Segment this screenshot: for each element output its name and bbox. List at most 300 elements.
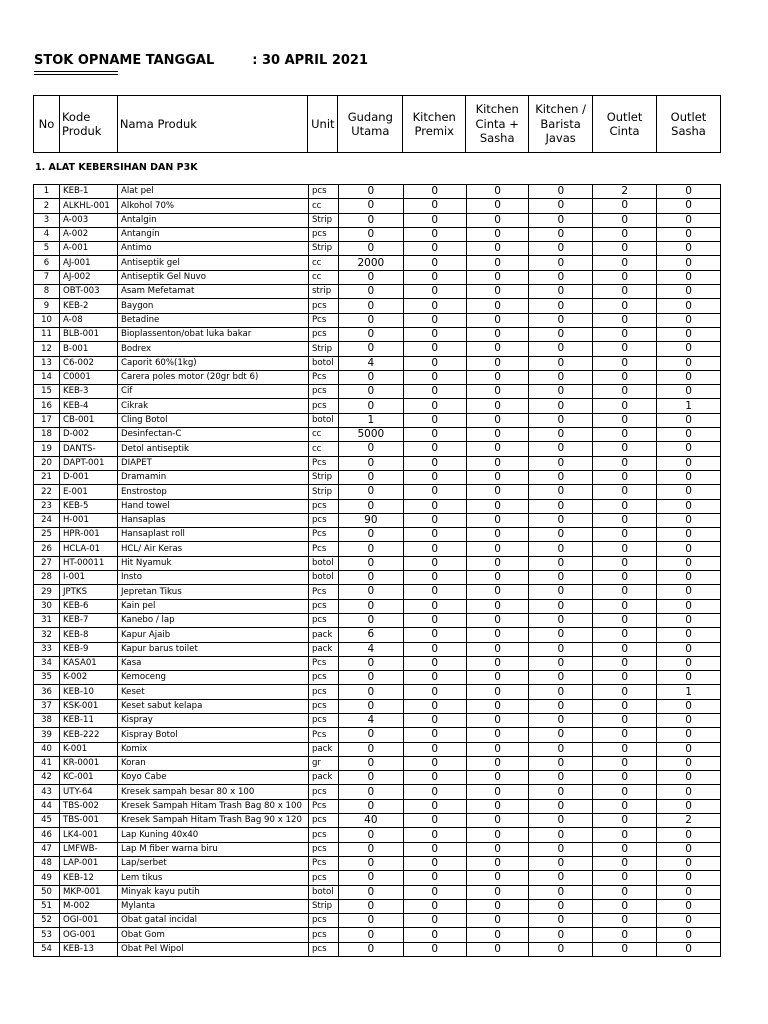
- row-no: 30: [34, 599, 60, 613]
- header-kode: Kode Produk: [59, 96, 117, 153]
- row-outlet-sasha: 0: [657, 771, 721, 785]
- row-kitchen-premix: 0: [403, 928, 466, 942]
- row-gudang-utama: 0: [338, 599, 403, 613]
- row-gudang-utama: 0: [338, 227, 403, 241]
- row-nama: Antangin: [117, 227, 308, 241]
- row-unit: cc: [308, 270, 338, 284]
- row-kitchen-cinta-sasha: 0: [466, 571, 529, 585]
- row-outlet-sasha: 0: [657, 828, 721, 842]
- row-outlet-sasha: 0: [657, 513, 721, 527]
- row-kitchen-barista-javas: 0: [529, 599, 593, 613]
- row-kitchen-premix: 0: [403, 542, 466, 556]
- row-no: 3: [34, 213, 60, 227]
- row-unit: Strip: [308, 342, 338, 356]
- row-unit: Pcs: [308, 370, 338, 384]
- row-kitchen-cinta-sasha: 0: [466, 713, 529, 727]
- row-kode: LK4-001: [59, 828, 117, 842]
- row-kitchen-barista-javas: 0: [529, 585, 593, 599]
- row-outlet-sasha: 0: [657, 342, 721, 356]
- row-no: 51: [34, 899, 60, 913]
- row-kitchen-premix: 0: [403, 470, 466, 484]
- table-row: [34, 485, 721, 499]
- row-kitchen-barista-javas: 0: [529, 571, 593, 585]
- row-kitchen-cinta-sasha: 0: [466, 513, 529, 527]
- row-kitchen-barista-javas: 0: [529, 785, 593, 799]
- row-kitchen-barista-javas: 0: [529, 671, 593, 685]
- row-gudang-utama: 0: [338, 671, 403, 685]
- row-no: 39: [34, 728, 60, 742]
- row-kitchen-cinta-sasha: 0: [466, 385, 529, 399]
- table-row: [34, 227, 721, 241]
- header-no: No: [34, 96, 60, 153]
- table-row: [34, 585, 721, 599]
- row-outlet-cinta: 0: [593, 571, 657, 585]
- row-unit: Strip: [308, 470, 338, 484]
- row-no: 34: [34, 656, 60, 670]
- row-outlet-cinta: 0: [593, 285, 657, 299]
- row-kode: H-001: [59, 513, 117, 527]
- row-nama: Desinfectan-C: [117, 428, 308, 442]
- table-row: [34, 385, 721, 399]
- row-outlet-cinta: 0: [593, 242, 657, 256]
- row-kitchen-barista-javas: 0: [529, 742, 593, 756]
- row-unit: pcs: [308, 499, 338, 513]
- row-unit: pcs: [308, 871, 338, 885]
- table-row: [34, 442, 721, 456]
- row-outlet-sasha: 0: [657, 413, 721, 427]
- row-gudang-utama: 0: [338, 785, 403, 799]
- row-kitchen-premix: 0: [403, 256, 466, 270]
- row-kode: KEB-1: [59, 185, 117, 199]
- row-kitchen-barista-javas: 0: [529, 442, 593, 456]
- row-kitchen-cinta-sasha: 0: [466, 428, 529, 442]
- row-outlet-cinta: 0: [593, 856, 657, 870]
- table-row: [34, 914, 721, 928]
- table-row: [34, 814, 721, 828]
- row-kitchen-cinta-sasha: 0: [466, 899, 529, 913]
- table-row: [34, 928, 721, 942]
- row-kitchen-premix: 0: [403, 914, 466, 928]
- row-gudang-utama: 4: [338, 356, 403, 370]
- row-kitchen-cinta-sasha: 0: [466, 413, 529, 427]
- row-no: 13: [34, 356, 60, 370]
- row-kitchen-premix: 0: [403, 199, 466, 213]
- row-kitchen-barista-javas: 0: [529, 513, 593, 527]
- section-title: 1. ALAT KEBERSIHAN DAN P3K: [35, 162, 198, 173]
- table-row: [34, 571, 721, 585]
- row-nama: Kresek Sampah Hitam Trash Bag 80 x 100: [117, 799, 308, 813]
- row-outlet-sasha: 2: [657, 814, 721, 828]
- row-gudang-utama: 0: [338, 871, 403, 885]
- row-kode: KEB-12: [59, 871, 117, 885]
- row-outlet-cinta: 0: [593, 299, 657, 313]
- row-kitchen-premix: 0: [403, 899, 466, 913]
- row-kitchen-cinta-sasha: 0: [466, 485, 529, 499]
- row-nama: Obat Pel Wipol: [117, 942, 308, 956]
- row-no: 20: [34, 456, 60, 470]
- row-kitchen-premix: 0: [403, 242, 466, 256]
- table-row: [34, 285, 721, 299]
- row-kitchen-cinta-sasha: 0: [466, 499, 529, 513]
- row-no: 52: [34, 914, 60, 928]
- row-kitchen-cinta-sasha: 0: [466, 756, 529, 770]
- row-nama: Koran: [117, 756, 308, 770]
- row-kitchen-cinta-sasha: 0: [466, 656, 529, 670]
- row-nama: Komix: [117, 742, 308, 756]
- table-row: [34, 771, 721, 785]
- row-kode: KASA01: [59, 656, 117, 670]
- row-outlet-cinta: 0: [593, 885, 657, 899]
- row-kitchen-barista-javas: 0: [529, 799, 593, 813]
- row-outlet-cinta: 0: [593, 699, 657, 713]
- row-kitchen-barista-javas: 0: [529, 199, 593, 213]
- row-kitchen-cinta-sasha: 0: [466, 185, 529, 199]
- row-kitchen-cinta-sasha: 0: [466, 728, 529, 742]
- row-gudang-utama: 40: [338, 814, 403, 828]
- row-kitchen-cinta-sasha: 0: [466, 542, 529, 556]
- table-row: [34, 185, 721, 199]
- row-outlet-sasha: 0: [657, 656, 721, 670]
- table-row: [34, 599, 721, 613]
- row-kode: UTY-64: [59, 785, 117, 799]
- row-kode: KEB-11: [59, 713, 117, 727]
- row-unit: strip: [308, 285, 338, 299]
- row-outlet-cinta: 0: [593, 213, 657, 227]
- row-outlet-cinta: 0: [593, 399, 657, 413]
- row-kode: TBS-002: [59, 799, 117, 813]
- row-outlet-sasha: 0: [657, 242, 721, 256]
- row-kitchen-cinta-sasha: 0: [466, 442, 529, 456]
- row-kitchen-cinta-sasha: 0: [466, 871, 529, 885]
- row-unit: Strip: [308, 242, 338, 256]
- row-outlet-sasha: 0: [657, 642, 721, 656]
- row-unit: cc: [308, 256, 338, 270]
- row-kitchen-cinta-sasha: 0: [466, 885, 529, 899]
- row-no: 4: [34, 227, 60, 241]
- row-kitchen-premix: 0: [403, 856, 466, 870]
- table-row: [34, 428, 721, 442]
- row-outlet-cinta: 0: [593, 613, 657, 627]
- row-outlet-cinta: 0: [593, 227, 657, 241]
- row-nama: Bioplassenton/obat luka bakar: [117, 327, 308, 341]
- row-outlet-cinta: 0: [593, 428, 657, 442]
- row-kitchen-cinta-sasha: 0: [466, 370, 529, 384]
- row-outlet-cinta: 0: [593, 771, 657, 785]
- row-kitchen-barista-javas: 0: [529, 942, 593, 956]
- row-kitchen-cinta-sasha: 0: [466, 699, 529, 713]
- row-outlet-sasha: 0: [657, 842, 721, 856]
- row-kode: KC-001: [59, 771, 117, 785]
- row-kode: B-001: [59, 342, 117, 356]
- row-outlet-sasha: 0: [657, 199, 721, 213]
- title-label: STOK OPNAME TANGGAL: [34, 53, 215, 68]
- row-kitchen-cinta-sasha: 0: [466, 671, 529, 685]
- row-outlet-cinta: 0: [593, 485, 657, 499]
- row-nama: Lap/serbet: [117, 856, 308, 870]
- row-no: 49: [34, 871, 60, 885]
- row-outlet-cinta: 0: [593, 914, 657, 928]
- row-kode: A-003: [59, 213, 117, 227]
- row-kode: C6-002: [59, 356, 117, 370]
- table-row: [34, 671, 721, 685]
- table-row: [34, 299, 721, 313]
- row-outlet-sasha: 0: [657, 699, 721, 713]
- row-kitchen-cinta-sasha: 0: [466, 313, 529, 327]
- row-outlet-sasha: 0: [657, 914, 721, 928]
- row-nama: Kresek Sampah Hitam Trash Bag 90 x 120: [117, 814, 308, 828]
- row-nama: Kasa: [117, 656, 308, 670]
- row-unit: pcs: [308, 685, 338, 699]
- row-gudang-utama: 0: [338, 742, 403, 756]
- row-no: 54: [34, 942, 60, 956]
- row-nama: Detol antiseptik: [117, 442, 308, 456]
- row-outlet-sasha: 0: [657, 713, 721, 727]
- row-gudang-utama: 90: [338, 513, 403, 527]
- row-kitchen-premix: 0: [403, 270, 466, 284]
- row-no: 7: [34, 270, 60, 284]
- row-outlet-cinta: 0: [593, 385, 657, 399]
- row-outlet-cinta: 0: [593, 742, 657, 756]
- row-kitchen-premix: 0: [403, 513, 466, 527]
- row-outlet-sasha: 0: [657, 313, 721, 327]
- row-unit: gr: [308, 756, 338, 770]
- row-kitchen-barista-javas: 0: [529, 342, 593, 356]
- row-kode: OG-001: [59, 928, 117, 942]
- row-outlet-sasha: 0: [657, 628, 721, 642]
- row-kitchen-barista-javas: 0: [529, 413, 593, 427]
- row-gudang-utama: 0: [338, 914, 403, 928]
- row-outlet-sasha: 0: [657, 356, 721, 370]
- row-no: 46: [34, 828, 60, 842]
- table-row: [34, 370, 721, 384]
- row-outlet-cinta: 0: [593, 313, 657, 327]
- row-kitchen-cinta-sasha: 0: [466, 213, 529, 227]
- row-gudang-utama: 0: [338, 485, 403, 499]
- row-kitchen-premix: 0: [403, 885, 466, 899]
- row-kitchen-barista-javas: 0: [529, 828, 593, 842]
- row-kitchen-cinta-sasha: 0: [466, 585, 529, 599]
- row-gudang-utama: 0: [338, 213, 403, 227]
- row-unit: pcs: [308, 842, 338, 856]
- row-nama: Kispray Botol: [117, 728, 308, 742]
- row-nama: Kain pel: [117, 599, 308, 613]
- row-kitchen-barista-javas: 0: [529, 556, 593, 570]
- row-unit: pcs: [308, 599, 338, 613]
- row-gudang-utama: 0: [338, 828, 403, 842]
- row-outlet-cinta: 0: [593, 814, 657, 828]
- row-outlet-cinta: 0: [593, 599, 657, 613]
- row-unit: botol: [308, 885, 338, 899]
- row-outlet-sasha: 0: [657, 599, 721, 613]
- row-outlet-cinta: 0: [593, 899, 657, 913]
- row-unit: pcs: [308, 385, 338, 399]
- row-outlet-sasha: 0: [657, 942, 721, 956]
- row-no: 23: [34, 499, 60, 513]
- row-kode: HCLA-01: [59, 542, 117, 556]
- row-unit: Pcs: [308, 585, 338, 599]
- row-gudang-utama: 0: [338, 942, 403, 956]
- row-outlet-sasha: 0: [657, 785, 721, 799]
- row-kitchen-cinta-sasha: 0: [466, 742, 529, 756]
- row-kitchen-cinta-sasha: 0: [466, 914, 529, 928]
- row-outlet-cinta: 0: [593, 513, 657, 527]
- row-nama: Jepretan Tikus: [117, 585, 308, 599]
- row-unit: botol: [308, 556, 338, 570]
- row-kitchen-barista-javas: 0: [529, 285, 593, 299]
- row-kitchen-barista-javas: 0: [529, 814, 593, 828]
- row-outlet-sasha: 0: [657, 370, 721, 384]
- row-outlet-sasha: 0: [657, 299, 721, 313]
- row-no: 27: [34, 556, 60, 570]
- table-row: [34, 642, 721, 656]
- header-kitchen-premix: Kitchen Premix: [403, 96, 466, 153]
- row-kitchen-cinta-sasha: 0: [466, 613, 529, 627]
- row-kode: HPR-001: [59, 528, 117, 542]
- row-kode: JPTKS: [59, 585, 117, 599]
- row-outlet-cinta: 0: [593, 728, 657, 742]
- row-unit: pcs: [308, 327, 338, 341]
- row-kitchen-barista-javas: 0: [529, 227, 593, 241]
- row-unit: Pcs: [308, 456, 338, 470]
- row-outlet-cinta: 0: [593, 656, 657, 670]
- row-nama: DIAPET: [117, 456, 308, 470]
- row-outlet-cinta: 0: [593, 871, 657, 885]
- row-nama: Kapur barus toilet: [117, 642, 308, 656]
- table-row: [34, 728, 721, 742]
- row-kode: AJ-002: [59, 270, 117, 284]
- row-gudang-utama: 0: [338, 799, 403, 813]
- row-outlet-cinta: 0: [593, 713, 657, 727]
- row-kitchen-barista-javas: 0: [529, 385, 593, 399]
- row-outlet-sasha: 0: [657, 856, 721, 870]
- row-nama: Keset sabut kelapa: [117, 699, 308, 713]
- table-row: [34, 327, 721, 341]
- row-kode: KEB-4: [59, 399, 117, 413]
- row-kitchen-premix: 0: [403, 528, 466, 542]
- table-row: [34, 542, 721, 556]
- table-row: [34, 213, 721, 227]
- row-unit: Pcs: [308, 656, 338, 670]
- row-outlet-sasha: 0: [657, 213, 721, 227]
- row-outlet-sasha: 0: [657, 928, 721, 942]
- row-unit: pcs: [308, 227, 338, 241]
- row-gudang-utama: 0: [338, 656, 403, 670]
- table-row: [34, 799, 721, 813]
- title-block: [34, 53, 368, 68]
- row-nama: Antimo: [117, 242, 308, 256]
- row-nama: Hansaplas: [117, 513, 308, 527]
- header-outlet-sasha: Outlet Sasha: [657, 96, 721, 153]
- row-kitchen-premix: 0: [403, 814, 466, 828]
- row-gudang-utama: 0: [338, 699, 403, 713]
- row-no: 14: [34, 370, 60, 384]
- row-kitchen-cinta-sasha: 0: [466, 771, 529, 785]
- row-kitchen-barista-javas: 0: [529, 299, 593, 313]
- row-kitchen-barista-javas: 0: [529, 628, 593, 642]
- row-nama: Obat Gom: [117, 928, 308, 942]
- row-kitchen-barista-javas: 0: [529, 899, 593, 913]
- row-kitchen-cinta-sasha: 0: [466, 942, 529, 956]
- row-kitchen-premix: 0: [403, 499, 466, 513]
- row-outlet-cinta: 0: [593, 556, 657, 570]
- row-nama: Antalgin: [117, 213, 308, 227]
- table-row: [34, 828, 721, 842]
- row-kitchen-cinta-sasha: 0: [466, 642, 529, 656]
- row-no: 11: [34, 327, 60, 341]
- row-no: 24: [34, 513, 60, 527]
- row-unit: pack: [308, 628, 338, 642]
- table-row: [34, 456, 721, 470]
- row-kitchen-premix: 0: [403, 428, 466, 442]
- row-outlet-sasha: 0: [657, 428, 721, 442]
- row-outlet-sasha: 0: [657, 756, 721, 770]
- row-gudang-utama: 0: [338, 928, 403, 942]
- row-kode: LAP-001: [59, 856, 117, 870]
- row-kitchen-barista-javas: 0: [529, 313, 593, 327]
- row-outlet-cinta: 0: [593, 542, 657, 556]
- row-gudang-utama: 0: [338, 728, 403, 742]
- row-unit: botol: [308, 571, 338, 585]
- row-kitchen-premix: 0: [403, 342, 466, 356]
- row-kitchen-barista-javas: 0: [529, 399, 593, 413]
- row-no: 15: [34, 385, 60, 399]
- table-row: [34, 256, 721, 270]
- table-row: [34, 413, 721, 427]
- row-kitchen-premix: 0: [403, 356, 466, 370]
- row-kitchen-premix: 0: [403, 799, 466, 813]
- row-kitchen-premix: 0: [403, 285, 466, 299]
- row-nama: Cikrak: [117, 399, 308, 413]
- row-kitchen-cinta-sasha: 0: [466, 399, 529, 413]
- row-nama: Keset: [117, 685, 308, 699]
- table-row: [34, 528, 721, 542]
- row-no: 18: [34, 428, 60, 442]
- row-gudang-utama: 0: [338, 385, 403, 399]
- table-row: [34, 242, 721, 256]
- row-outlet-sasha: 1: [657, 399, 721, 413]
- row-kitchen-barista-javas: 0: [529, 213, 593, 227]
- row-no: 47: [34, 842, 60, 856]
- row-kitchen-premix: 0: [403, 942, 466, 956]
- row-kode: KEB-5: [59, 499, 117, 513]
- row-gudang-utama: 0: [338, 285, 403, 299]
- row-kitchen-cinta-sasha: 0: [466, 685, 529, 699]
- row-no: 6: [34, 256, 60, 270]
- row-kitchen-barista-javas: 0: [529, 756, 593, 770]
- row-kode: KEB-222: [59, 728, 117, 742]
- row-unit: pcs: [308, 185, 338, 199]
- header-table: [33, 95, 721, 153]
- row-nama: Kapur Ajaib: [117, 628, 308, 642]
- row-kitchen-premix: 0: [403, 485, 466, 499]
- row-kitchen-premix: 0: [403, 642, 466, 656]
- row-no: 2: [34, 199, 60, 213]
- row-kitchen-premix: 0: [403, 599, 466, 613]
- row-kitchen-barista-javas: 0: [529, 656, 593, 670]
- row-outlet-sasha: 0: [657, 728, 721, 742]
- row-no: 50: [34, 885, 60, 899]
- row-kode: DAPT-001: [59, 456, 117, 470]
- row-kitchen-barista-javas: 0: [529, 370, 593, 384]
- row-outlet-sasha: 0: [657, 270, 721, 284]
- row-outlet-sasha: 0: [657, 227, 721, 241]
- row-outlet-cinta: 0: [593, 928, 657, 942]
- row-outlet-sasha: 0: [657, 442, 721, 456]
- row-nama: Lap M fiber warna biru: [117, 842, 308, 856]
- row-nama: Enstrostop: [117, 485, 308, 499]
- row-no: 1: [34, 185, 60, 199]
- row-nama: Koyo Cabe: [117, 771, 308, 785]
